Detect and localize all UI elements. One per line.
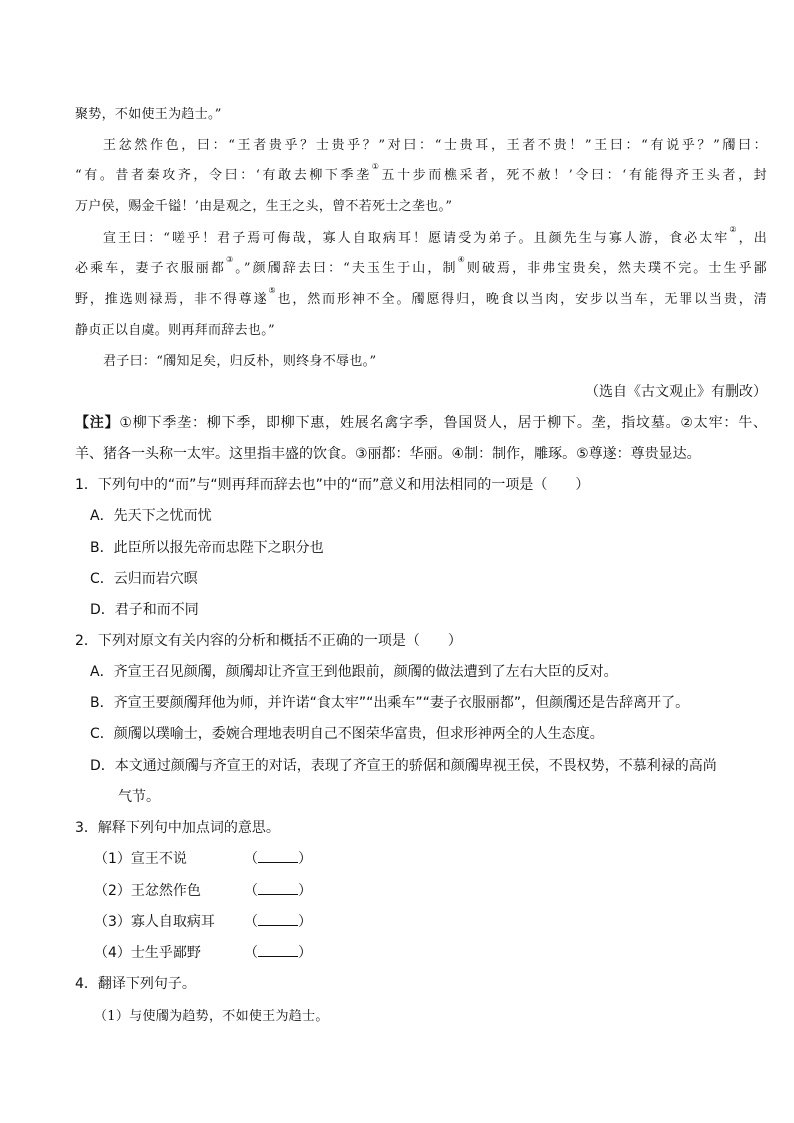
footnote-marker: ① xyxy=(371,162,382,171)
answer-blank[interactable]: （ ） xyxy=(244,851,312,867)
translation-item: （1）与使斶为趋势，不如使王为趋士。 xyxy=(94,1009,329,1024)
passage-line: 王忿然作色，曰：“王者贵乎？士贵乎？”对曰：“士贵耳，王者不贵！”王曰：“有说乎？”斶曰： xyxy=(103,138,767,153)
vocab-item: （4）士生乎鄙野 xyxy=(94,945,201,961)
source-citation: （选自《古文观止》有删改） xyxy=(585,384,767,400)
question-stem: 2．下列对原文有关内容的分析和概括不正确的一项是（ ） xyxy=(75,633,462,649)
answer-option[interactable]: A．先天下之忧而忧 xyxy=(90,508,212,524)
answer-option[interactable]: D．本文通过颜斶与齐宣王的对话，表现了齐宣王的骄倨和颜斶卑视王侯，不畏权势，不慕利禄的高尚 xyxy=(90,758,717,774)
footnote-marker: ⑤ xyxy=(268,286,278,295)
passage-line: 聚势，不如使王为趋士。” xyxy=(75,107,222,122)
question-stem: 4．翻译下列句子。 xyxy=(75,976,196,992)
passage-line: 君子曰：“斶知足矣，归反朴，则终身不辱也。” xyxy=(103,354,377,369)
vocab-item: （3）寡人自取病耳 xyxy=(94,914,215,930)
note-label: 【注】 xyxy=(75,415,120,431)
annotation-note: 羊、猪各一头称一太牢。这里指丰盛的饮食。③丽都：华丽。④制：制作，雕琢。⑤尊遂：尊贵显达。 xyxy=(75,446,701,462)
passage-line: 万户侯，赐金千镒！’由是观之，生王之头，曾不若死士之垄也。” xyxy=(75,199,453,214)
answer-option[interactable]: B．齐宣王要颜斶拜他为师，并许诺“食太牢”“出乘车”“妻子衣服丽都”，但颜斶还是告辞离开了。 xyxy=(90,695,690,711)
footnote-marker: ③ xyxy=(225,255,236,264)
answer-option[interactable]: C．云归而岩穴暝 xyxy=(90,571,198,587)
passage-line: 野，推选则禄焉，非不得尊遂⑤也，然而形神不全。斶愿得归，晚食以当肉，安步以当车，无罪以当贵，清 xyxy=(75,286,767,307)
answer-blank[interactable]: （ ） xyxy=(244,914,312,930)
passage-line: 必乘车，妻子衣服丽都③。”颜斶辞去曰：“夫玉生于山，制④则破焉，非弗宝贵矣，然夫璞不完。士生乎鄙 xyxy=(75,255,767,276)
answer-option[interactable]: A．齐宣王召见颜斶，颜斶却让齐宣王到他跟前，颜斶的做法遭到了左右大臣的反对。 xyxy=(90,664,618,680)
passage-line: “有。昔者秦攻齐，令曰：‘有敢去柳下季垄①五十步而樵采者，死不赦！’令曰：‘有能得齐王头者，封 xyxy=(75,162,767,183)
answer-option[interactable]: C．颜斶以璞喻士，委婉合理地表明自己不图荣华富贵，但求形神两全的人生态度。 xyxy=(90,726,604,742)
answer-option[interactable]: D．君子和而不同 xyxy=(90,602,199,618)
answer-blank[interactable]: （ ） xyxy=(244,883,312,899)
annotation-note: 【注】①柳下季垄：柳下季，即柳下惠，姓展名禽字季，鲁国贤人，居于柳下。垄，指坟墓。②太牢：牛、 xyxy=(75,415,767,431)
answer-option-continuation: 气节。 xyxy=(118,789,160,805)
footnote-marker: ② xyxy=(729,225,739,234)
passage-line: 宣王曰：“嗟乎！君子焉可侮哉，寡人自取病耳！愿请受为弟子。且颜先生与寡人游，食必太牢②，出 xyxy=(103,225,767,246)
passage-line: 静贞正以自虞。则再拜而辞去也。” xyxy=(75,323,275,338)
answer-blank[interactable]: （ ） xyxy=(244,945,312,961)
footnote-marker: ④ xyxy=(457,255,467,264)
question-stem: 1．下列句中的“而”与“则再拜而辞去也”中的“而”意义和用法相同的一项是（ ） xyxy=(75,477,590,493)
vocab-item: （2）王忿然作色 xyxy=(94,883,201,899)
answer-option[interactable]: B．此臣所以报先帝而忠陛下之职分也 xyxy=(90,540,324,556)
vocab-item: （1）宣王不说 xyxy=(94,851,187,867)
question-stem: 3．解释下列句中加点词的意思。 xyxy=(75,820,280,836)
